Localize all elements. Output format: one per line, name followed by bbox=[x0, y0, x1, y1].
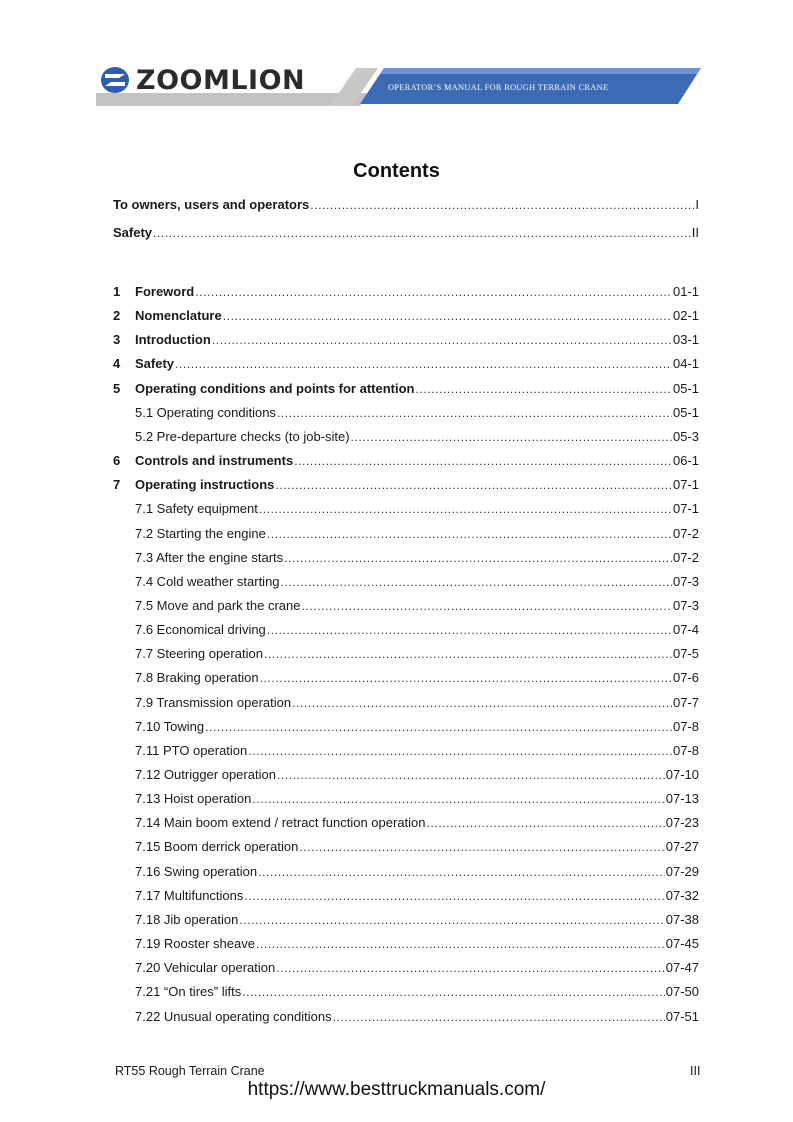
toc-entry-label: 7.4 Cold weather starting bbox=[135, 573, 280, 589]
toc-entry-label: 7.20 Vehicular operation bbox=[135, 960, 276, 976]
toc-entry-label: Nomenclature bbox=[135, 308, 222, 324]
toc-entry-label: 7.8 Braking operation bbox=[135, 670, 259, 686]
toc-entry[interactable] bbox=[113, 644, 699, 664]
toc-dot-leader bbox=[277, 403, 672, 423]
toc-entry-page: 02-1 bbox=[672, 308, 699, 324]
toc-entry-page: 07-50 bbox=[665, 984, 699, 1000]
toc-dot-leader bbox=[281, 572, 672, 592]
toc-entry-label: 7.16 Swing operation bbox=[135, 863, 258, 879]
toc-entry-label: Controls and instruments bbox=[135, 453, 294, 469]
zoomlion-logo bbox=[100, 62, 305, 98]
toc-dot-leader bbox=[351, 427, 672, 447]
toc-entry-page: I bbox=[695, 197, 699, 212]
toc-entry-page: 07-6 bbox=[672, 670, 699, 686]
toc-entry-label: 7.2 Starting the engine bbox=[135, 525, 266, 541]
toc-dot-leader bbox=[259, 499, 672, 519]
toc-entry-page: 05-1 bbox=[672, 404, 699, 420]
toc-entry-label: 7.10 Towing bbox=[135, 718, 205, 734]
toc-entry-label: 7.9 Transmission operation bbox=[135, 694, 292, 710]
toc-entry-page: 07-8 bbox=[672, 718, 699, 734]
toc-entry-page: 07-27 bbox=[665, 839, 699, 855]
toc-dot-leader bbox=[153, 223, 691, 243]
toc-entry-page: 01-1 bbox=[672, 284, 699, 299]
toc-entry-label: 7.5 Move and park the crane bbox=[135, 597, 301, 613]
toc-entry-page: 07-2 bbox=[672, 549, 699, 565]
toc-entry-page: 05-1 bbox=[672, 380, 699, 396]
banner-title: OPERATOR’S MANUAL FOR ROUGH TERRAIN CRANE bbox=[388, 83, 609, 92]
toc-entry[interactable] bbox=[113, 524, 699, 544]
toc-entry[interactable] bbox=[113, 548, 699, 568]
toc-entry[interactable] bbox=[113, 982, 699, 1002]
toc-entry-page: 07-13 bbox=[665, 791, 699, 807]
toc-entry[interactable] bbox=[113, 379, 699, 399]
toc-dot-leader bbox=[248, 741, 672, 761]
toc-entry-label: Safety bbox=[113, 225, 153, 240]
toc-entry-page: 07-38 bbox=[665, 911, 699, 927]
toc-entry-page: II bbox=[691, 225, 699, 240]
toc-entry-number: 4 bbox=[113, 356, 121, 372]
toc-entry-label: 7.7 Steering operation bbox=[135, 646, 263, 662]
toc-entry-page: 07-3 bbox=[672, 573, 699, 589]
toc-dot-leader bbox=[256, 934, 665, 954]
toc-dot-leader bbox=[175, 354, 672, 374]
toc-entry-label: 7.14 Main boom extend / retract function operation bbox=[135, 815, 426, 831]
toc-entry-label: 7.15 Boom derrick operation bbox=[135, 839, 299, 855]
toc-entry-number: 6 bbox=[113, 453, 121, 469]
toc-entry-page: 07-10 bbox=[665, 767, 699, 782]
brand-name: ZOOMLION bbox=[136, 64, 306, 96]
toc-entry-page: 07-2 bbox=[672, 525, 699, 541]
toc-entry-page: 07-4 bbox=[672, 622, 699, 638]
toc-entry-page: 07-7 bbox=[672, 694, 699, 710]
toc-entry-number: 5 bbox=[113, 380, 121, 396]
footer-page-number: III bbox=[690, 1064, 701, 1078]
toc-entry-page: 07-1 bbox=[672, 477, 699, 493]
toc-entry[interactable] bbox=[113, 306, 699, 326]
toc-entry-page: 07-29 bbox=[665, 863, 699, 879]
toc-entry[interactable] bbox=[113, 886, 699, 906]
toc-entry-label: To owners, users and operators bbox=[113, 197, 310, 212]
toc-dot-leader bbox=[333, 1007, 665, 1027]
toc-entry-page: 07-32 bbox=[665, 887, 699, 903]
toc-entry-label: Operating instructions bbox=[135, 477, 275, 493]
toc-dot-leader bbox=[427, 813, 665, 833]
toc-dot-leader bbox=[294, 451, 672, 471]
toc-entry-label: 7.19 Rooster sheave bbox=[135, 936, 255, 952]
header-banner-graphic bbox=[0, 0, 793, 120]
toc-dot-leader bbox=[310, 195, 694, 215]
toc-dot-leader bbox=[302, 596, 672, 616]
toc-entry[interactable] bbox=[113, 475, 699, 495]
toc-entry[interactable] bbox=[113, 789, 699, 809]
toc-entry[interactable] bbox=[113, 282, 699, 302]
toc-entry[interactable] bbox=[113, 717, 699, 737]
toc-entry[interactable] bbox=[113, 354, 699, 374]
toc-entry-page: 07-8 bbox=[672, 742, 699, 758]
toc-dot-leader bbox=[244, 886, 664, 906]
toc-entry-page: 05-3 bbox=[672, 428, 699, 444]
toc-entry-label: 7.11 PTO operation bbox=[135, 742, 248, 758]
toc-dot-leader bbox=[416, 379, 672, 399]
toc-entry-page: 07-45 bbox=[665, 936, 699, 952]
toc-dot-leader bbox=[299, 837, 664, 857]
toc-entry-label: Operating conditions and points for attention bbox=[135, 380, 415, 396]
toc-entry-label: 7.1 Safety equipment bbox=[135, 501, 258, 517]
toc-dot-leader bbox=[260, 668, 672, 688]
toc-dot-leader bbox=[292, 693, 672, 713]
toc-entry[interactable] bbox=[113, 596, 699, 616]
toc-entry-page: 07-1 bbox=[672, 501, 699, 517]
toc-entry-label: Foreword bbox=[135, 284, 195, 299]
toc-entry[interactable] bbox=[113, 862, 699, 882]
toc-entry-label: Safety bbox=[135, 356, 175, 372]
toc-entry[interactable] bbox=[113, 572, 699, 592]
toc-entry[interactable] bbox=[113, 427, 699, 447]
toc-dot-leader bbox=[195, 282, 672, 302]
toc-entry-number: 3 bbox=[113, 332, 121, 348]
toc-dot-leader bbox=[258, 862, 665, 882]
toc-dot-leader bbox=[267, 620, 672, 640]
toc-entry[interactable] bbox=[113, 499, 699, 519]
toc-entry-page: 07-51 bbox=[665, 1008, 699, 1024]
toc-dot-leader bbox=[284, 548, 672, 568]
toc-entry-label: Introduction bbox=[135, 332, 211, 348]
toc-entry-page: 03-1 bbox=[672, 332, 699, 348]
toc-dot-leader bbox=[267, 524, 672, 544]
toc-entry[interactable] bbox=[113, 693, 699, 713]
toc-entry-label: 7.18 Jib operation bbox=[135, 911, 239, 927]
toc-entry-label: 7.12 Outrigger operation bbox=[135, 767, 276, 782]
toc-entry[interactable] bbox=[113, 403, 699, 423]
toc-entry[interactable] bbox=[113, 223, 699, 243]
page-title: Contents bbox=[353, 160, 440, 182]
toc-entry-label: 7.22 Unusual operating conditions bbox=[135, 1008, 332, 1024]
toc-entry-number: 7 bbox=[113, 477, 121, 493]
toc-dot-leader bbox=[276, 958, 665, 978]
toc-dot-leader bbox=[277, 765, 665, 785]
toc-entry-page: 07-3 bbox=[672, 597, 699, 613]
toc-entry-label: 7.13 Hoist operation bbox=[135, 791, 252, 807]
toc-entry[interactable] bbox=[113, 765, 699, 785]
toc-dot-leader bbox=[252, 789, 664, 809]
toc-entry[interactable] bbox=[113, 910, 699, 930]
toc-entry-page: 06-1 bbox=[672, 453, 699, 469]
toc-entry[interactable] bbox=[113, 837, 699, 857]
toc-entry-number: 1 bbox=[113, 284, 121, 299]
page-header bbox=[0, 0, 793, 120]
toc-entry-label: 7.17 Multifunctions bbox=[135, 887, 244, 903]
toc-dot-leader bbox=[264, 644, 672, 664]
toc-dot-leader bbox=[212, 330, 672, 350]
toc-entry[interactable] bbox=[113, 620, 699, 640]
toc-dot-leader bbox=[223, 306, 672, 326]
toc-entry-page: 04-1 bbox=[672, 356, 699, 372]
toc-entry[interactable] bbox=[113, 668, 699, 688]
toc-entry[interactable] bbox=[113, 813, 699, 833]
toc-entry[interactable] bbox=[113, 1007, 699, 1027]
toc-entry[interactable] bbox=[113, 934, 699, 954]
toc-entry[interactable] bbox=[113, 958, 699, 978]
toc-entry-label: 7.21 “On tires” lifts bbox=[135, 984, 242, 1000]
toc-entry[interactable] bbox=[113, 330, 699, 350]
toc-entry-label: 7.6 Economical driving bbox=[135, 622, 266, 638]
toc-entry-label: 5.2 Pre-departure checks (to job-site) bbox=[135, 428, 350, 444]
toc-entry-number: 2 bbox=[113, 308, 121, 324]
toc-entry[interactable] bbox=[113, 451, 699, 471]
toc-dot-leader bbox=[275, 475, 672, 495]
toc-entry[interactable] bbox=[113, 741, 699, 761]
toc-entry-page: 07-47 bbox=[665, 960, 699, 976]
toc-entry-label: 7.3 After the engine starts bbox=[135, 549, 284, 565]
toc-entry-label: 5.1 Operating conditions bbox=[135, 404, 276, 420]
toc-entry-page: 07-5 bbox=[672, 646, 699, 662]
toc-dot-leader bbox=[205, 717, 672, 737]
footer-model: RT55 Rough Terrain Crane bbox=[115, 1064, 265, 1078]
zoomlion-mark-icon bbox=[100, 65, 130, 95]
toc-entry-page: 07-23 bbox=[665, 815, 699, 831]
toc-dot-leader bbox=[239, 910, 664, 930]
toc-entry[interactable] bbox=[113, 195, 699, 215]
footer-url[interactable]: https://www.besttruckmanuals.com/ bbox=[247, 1079, 546, 1100]
toc-dot-leader bbox=[242, 982, 665, 1002]
